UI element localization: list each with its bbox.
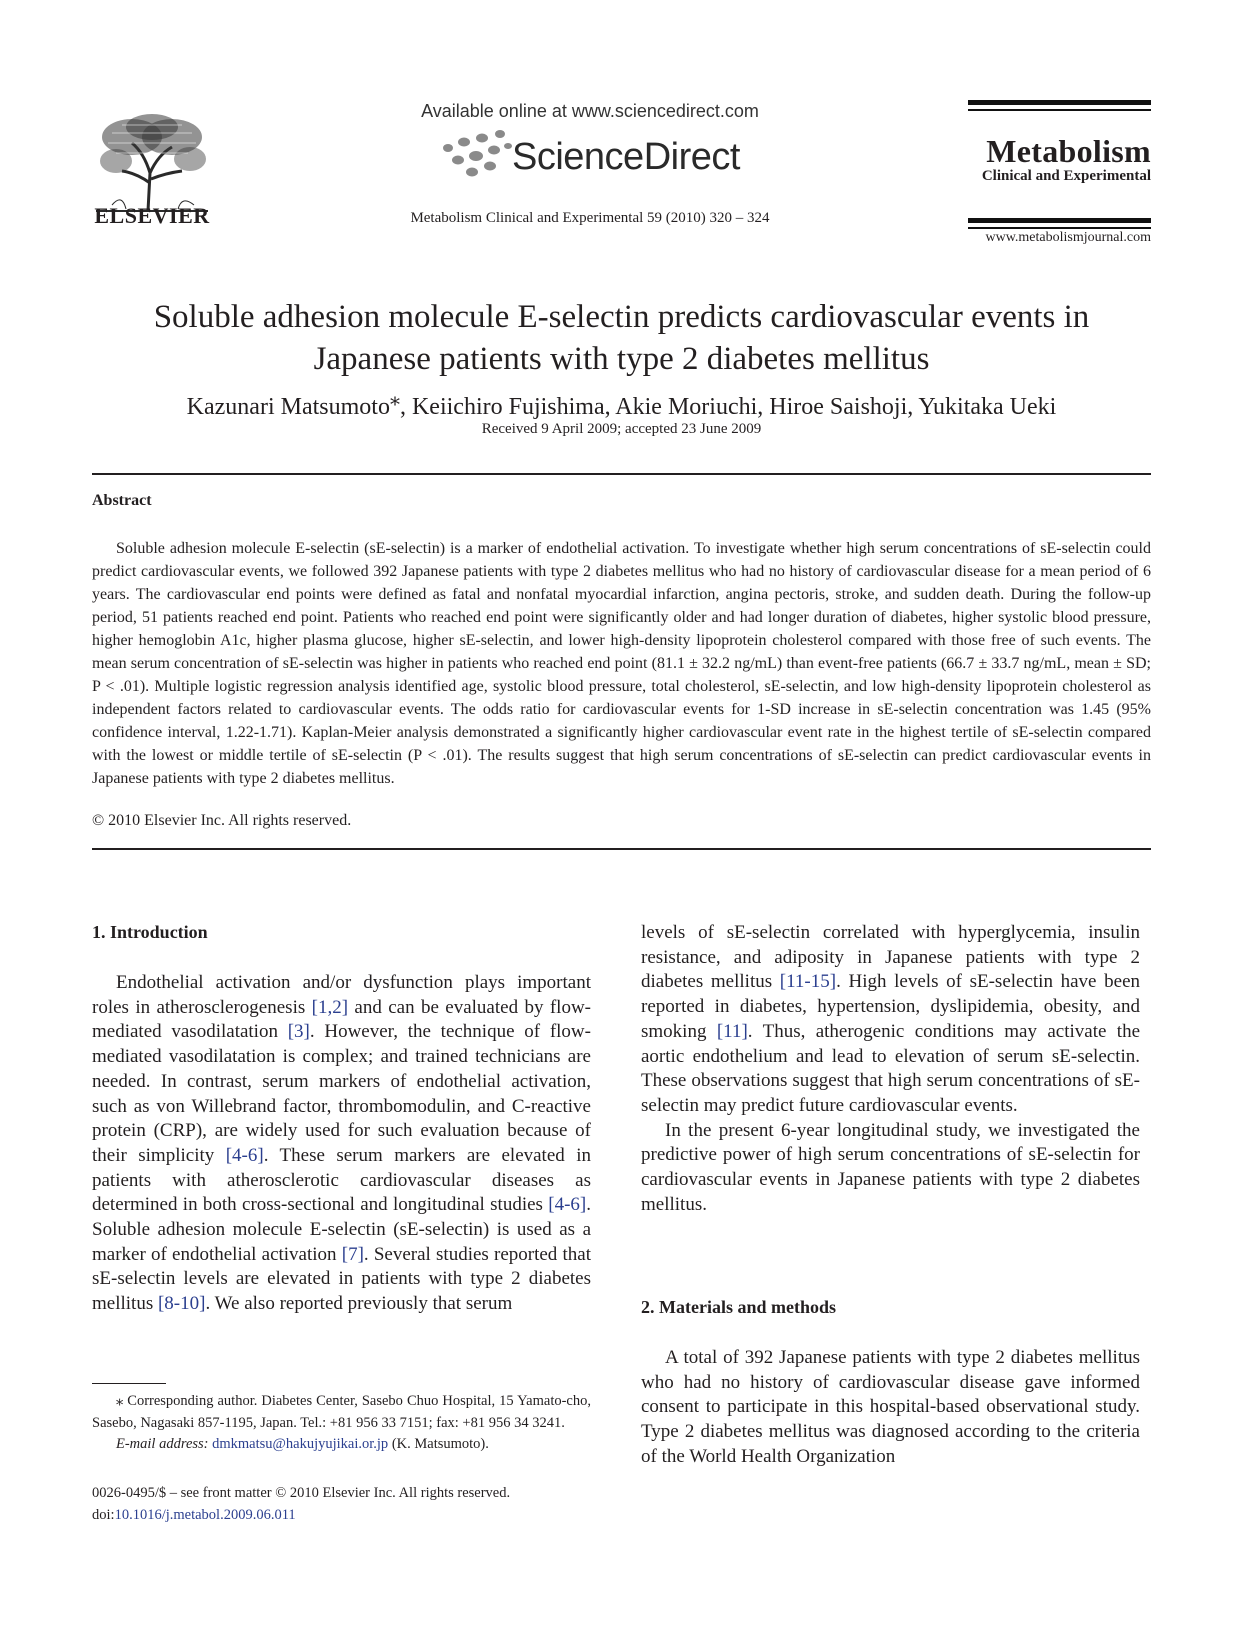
- corresponding-author: Kazunari Matsumoto: [186, 394, 390, 420]
- abstract-rule-top: [92, 473, 1151, 475]
- abstract-copyright: © 2010 Elsevier Inc. All rights reserved.: [92, 812, 352, 829]
- text-run: . We also reported previously that serum: [205, 1293, 513, 1315]
- citation-link[interactable]: [4-6]: [548, 1194, 587, 1216]
- citation-link[interactable]: [7]: [341, 1243, 364, 1265]
- corresponding-author-note: ⁎ Corresponding author. Diabetes Center, Sasebo Chuo Hospital, 15 Yamato-cho, Sasebo, Nagasaki 857-1195, Japan. Tel.: +81 956 33 7151; fax: +81 956 34 3241.: [92, 1393, 591, 1431]
- doi-line: [92, 1505, 591, 1527]
- abstract-body: [92, 537, 1151, 790]
- abstract-rule-bottom: [92, 848, 1151, 850]
- section-heading-methods: 2. Materials and methods: [641, 1297, 836, 1317]
- section-heading-introduction: 1. Introduction: [92, 922, 208, 942]
- email-label: E-mail address:: [116, 1436, 209, 1452]
- doi-link[interactable]: 10.1016/j.metabol.2009.06.011: [114, 1506, 296, 1523]
- citation-link[interactable]: [3]: [287, 1021, 310, 1043]
- intro-paragraph-1: [92, 971, 591, 1317]
- footnote: [92, 1391, 591, 1456]
- abstract-text: Soluble adhesion molecule E-selectin (sE-selectin) is a marker of endothelial activation. To investigate whether high serum concentrations of sE-selectin could predict cardiovascular events, we followed 392 Japanese patients with type 2 diabetes mellitus who had no history of cardiovascular disease for a mean period of 6 years. The cardiovascular end points were defined as fatal and nonfatal myocardial infarction, angina pectoris, stroke, and sudden death. During the follow-up period, 51 patients reached end point. Patients who reached end point were significantly older and had longer duration of diabetes, higher systolic blood pressure, higher hemoglobin A1c, higher plasma glucose, higher sE-selectin, and lower high-density lipoprotein cholesterol compared with those free of such events. The mean serum concentration of sE-selectin was higher in patients who reached end point (81.1 ± 32.2 ng/mL) than event-free patients (66.7 ± 33.7 ng/mL, mean ± SD; P < .01). Multiple logistic regression analysis identified age, systolic blood pressure, total cholesterol, sE-selectin, and low high-density lipoprotein cholesterol as independent factors related to cardiovascular events. The odds ratio for cardiovascular events for 1-SD increase in sE-selectin concentration was 1.45 (95% confidence interval, 1.22-1.71). Kaplan-Meier analysis demonstrated a significantly higher cardiovascular event rate in the highest tertile of sE-selectin compared with the lowest or middle tertile of sE-selectin (P < .01). The results suggest that high serum concentrations of sE-selectin can predict cardiovascular events in Japanese patients with type 2 diabetes mellitus.: [92, 540, 1151, 787]
- intro-paragraph-1-continued: [641, 921, 1140, 1119]
- journal-rule: [968, 218, 1151, 223]
- abstract-heading: Abstract: [92, 492, 152, 509]
- footnote-rule: [92, 1383, 166, 1384]
- received-dates: Received 9 April 2009; accepted 23 June 2009: [481, 421, 762, 437]
- journal-rule: [968, 100, 1151, 105]
- front-matter: [92, 1483, 591, 1526]
- intro-paragraph-2: In the present 6-year longitudinal study, we investigated the predictive power of high serum concentrations of sE-selectin for cardiovascular events in Japanese patients with type 2 diabetes mellitus.: [641, 1119, 1140, 1215]
- text-run: Endothelial activation and/or dysfunction plays important roles in atherosclerogenesis: [92, 972, 591, 1018]
- methods-column: [641, 1346, 1140, 1470]
- citation-link[interactable]: [1,2]: [311, 996, 349, 1018]
- text-run: levels of sE-selectin correlated with hyperglycemia, insulin resistance, and adiposity in Japanese patients with type 2 diabetes mellitus: [641, 922, 1140, 993]
- publisher-name: ELSEVIER: [94, 203, 210, 228]
- journal-citation: Metabolism Clinical and Experimental 59 (2010) 320 – 324: [410, 210, 770, 226]
- co-authors: , Keiichiro Fujishima, Akie Moriuchi, Hiroe Saishoji, Yukitaka Ueki: [399, 394, 1057, 420]
- citation-link[interactable]: [8-10]: [157, 1293, 206, 1315]
- journal-name: Metabolism: [986, 133, 1151, 169]
- citation-link[interactable]: [11]: [716, 1020, 748, 1042]
- journal-subtitle: Clinical and Experimental: [981, 168, 1151, 184]
- email-link[interactable]: dmkmatsu@hakujyujikai.or.jp: [212, 1436, 389, 1452]
- journal-url: www.metabolismjournal.com: [985, 230, 1151, 245]
- article-title: Soluble adhesion molecule E-selectin predicts cardiovascular events in Japanese patients with type 2 diabetes mellitus: [153, 299, 1090, 377]
- available-online-text: Available online at www.sciencedirect.com: [421, 101, 759, 121]
- text-run: . These serum markers are elevated in patients with atherosclerotic cardiovascular diseases as determined in both cross-sectional and longitudinal studies: [92, 1144, 591, 1216]
- text-run: . High levels of sE-selectin have been reported in diabetes, hypertension, dyslipidemia, obesity, and smoking: [641, 971, 1140, 1042]
- text-run: and can be evaluated by flow-mediated vasodilatation: [92, 996, 591, 1043]
- text-run: . Soluble adhesion molecule E-selectin (sE-selectin) is used as a marker of endothelial activation: [92, 1194, 591, 1265]
- journal-rule: [968, 109, 1151, 111]
- citation-link[interactable]: [4-6]: [225, 1144, 264, 1166]
- text-run: . However, the technique of flow-mediated vasodilatation is complex; and trained technicians are needed. In contrast, serum markers of endothelial activation, such as von Willebrand factor, thrombomodulin, and C-reactive protein (CRP), are widely used for such evaluation because of their simplicity: [92, 1021, 591, 1166]
- methods-paragraph-1: A total of 392 Japanese patients with type 2 diabetes mellitus who had no history of cardiovascular disease gave informed consent to participate in this hospital-based observational study. Type 2 diabetes mellitus was diagnosed according to the criteria of the World Health Organization: [641, 1347, 1140, 1467]
- email-line: [92, 1434, 591, 1456]
- author-list: [92, 386, 1151, 421]
- sciencedirect-logo-text: ScienceDirect: [512, 136, 740, 178]
- front-matter-text: 0026-0495/$ – see front matter © 2010 Elsevier Inc. All rights reserved.: [92, 1485, 511, 1501]
- doi-label: doi:: [92, 1506, 115, 1523]
- corresponding-mark[interactable]: ⁎: [389, 388, 400, 410]
- journal-rule: [968, 227, 1151, 229]
- introduction-right-column: [641, 921, 1140, 1217]
- introduction-left-column: [92, 971, 591, 1317]
- citation-link[interactable]: [11-15]: [779, 971, 837, 993]
- text-run: . Several studies reported that sE-selectin levels are elevated in patients with type 2 diabetes mellitus: [92, 1243, 591, 1315]
- text-run: . Thus, atherogenic conditions may activate the aortic endothelium and lead to elevation of serum sE-selectin. These observations suggest that high serum concentrations of sE-selectin may predict future cardiovascular events.: [641, 1020, 1141, 1116]
- email-owner: (K. Matsumoto).: [391, 1436, 489, 1452]
- sciencedirect-dots-icon: [438, 128, 520, 180]
